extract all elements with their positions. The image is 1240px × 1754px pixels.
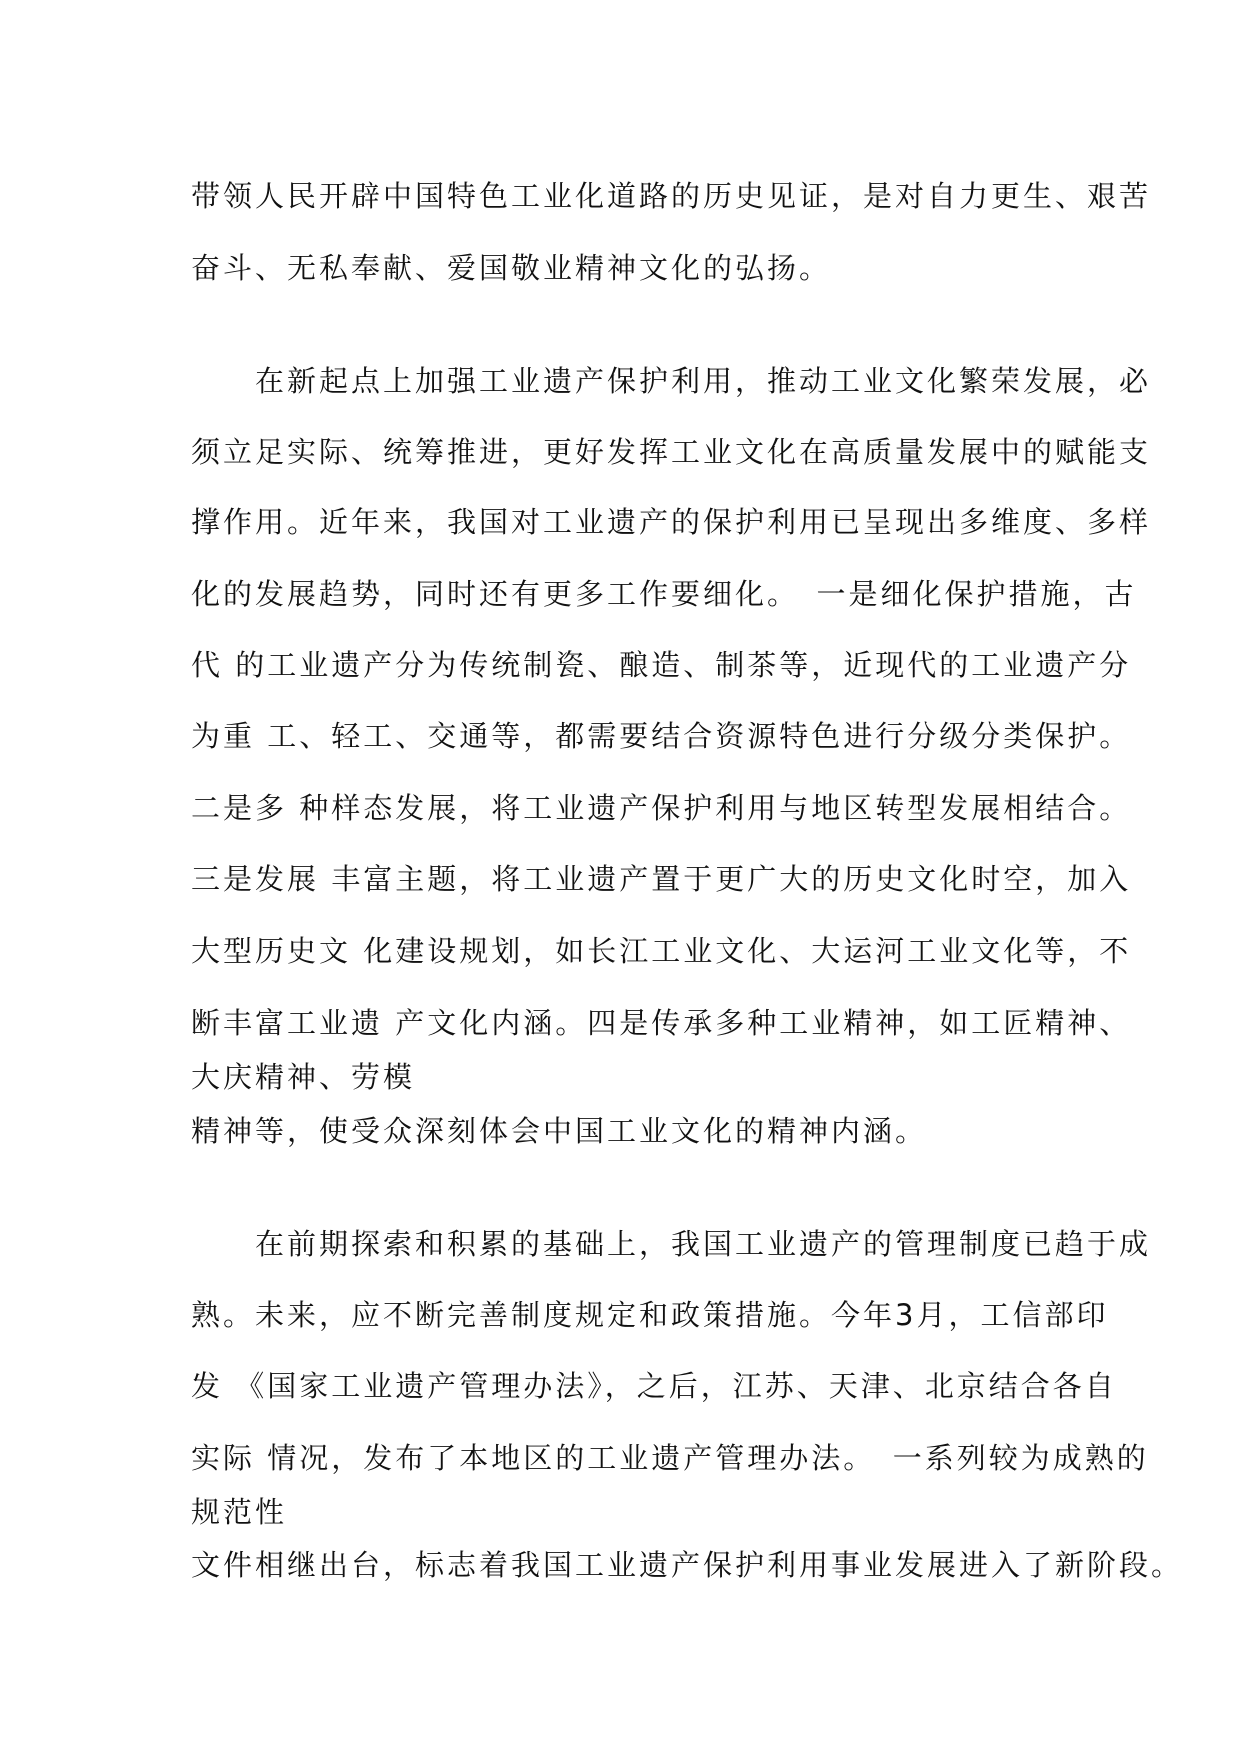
text-line-8: 为重 工、轻工、交通等，都需要结合资源特色进行分级分类保护。 <box>191 719 1132 753</box>
text-line-12: 断丰富工业遗 产文化内涵。四是传承多种工业精神，如工匠精神、 <box>191 1006 1132 1040</box>
text-line-15: 在前期探索和积累的基础上，我国工业遗产的管理制度已趋于成 <box>191 1227 1152 1261</box>
text-line-6: 化的发展趋势，同时还有更多工作要细化。 一是细化保护措施，古 <box>191 577 1137 611</box>
text-line-16: 熟。未来，应不断完善制度规定和政策措施。今年3月，工信部印 <box>191 1298 1109 1332</box>
text-line-9: 二是多 种样态发展，将工业遗产保护利用与地区转型发展相结合。 <box>191 791 1132 825</box>
text-line-5: 撑作用。近年来，我国对工业遗产的保护利用已呈现出多维度、多样 <box>191 505 1152 539</box>
text-line-10: 三是发展 丰富主题，将工业遗产置于更广大的历史文化时空，加入 <box>191 862 1132 896</box>
text-line-14: 精神等，使受众深刻体会中国工业文化的精神内涵。 <box>191 1114 928 1148</box>
text-line-19: 规范性 <box>191 1495 288 1529</box>
text-line-17: 发 《国家工业遗产管理办法》，之后，江苏、天津、北京结合各自 <box>191 1369 1117 1403</box>
text-line-11: 大型历史文 化建设规划，如长江工业文化、大运河工业文化等，不 <box>191 934 1132 968</box>
text-line-2: 奋斗、无私奉献、爱国敬业精神文化的弘扬。 <box>191 251 832 285</box>
text-line-18: 实际 情况，发布了本地区的工业遗产管理办法。 一系列较为成熟的 <box>191 1441 1149 1475</box>
text-line-7: 代 的工业遗产分为传统制瓷、酿造、制茶等，近现代的工业遗产分 <box>191 648 1132 682</box>
text-line-4: 须立足实际、统筹推进，更好发挥工业文化在高质量发展中的赋能支 <box>191 435 1152 469</box>
text-line-1: 带领人民开辟中国特色工业化道路的历史见证，是对自力更生、艰苦 <box>191 179 1152 213</box>
text-line-3: 在新起点上加强工业遗产保护利用，推动工业文化繁荣发展，必 <box>191 364 1152 398</box>
text-line-13: 大庆精神、劳模 <box>191 1060 416 1094</box>
text-line-20: 文件相继出台，标志着我国工业遗产保护利用事业发展进入了新阶段。 <box>191 1548 1184 1582</box>
